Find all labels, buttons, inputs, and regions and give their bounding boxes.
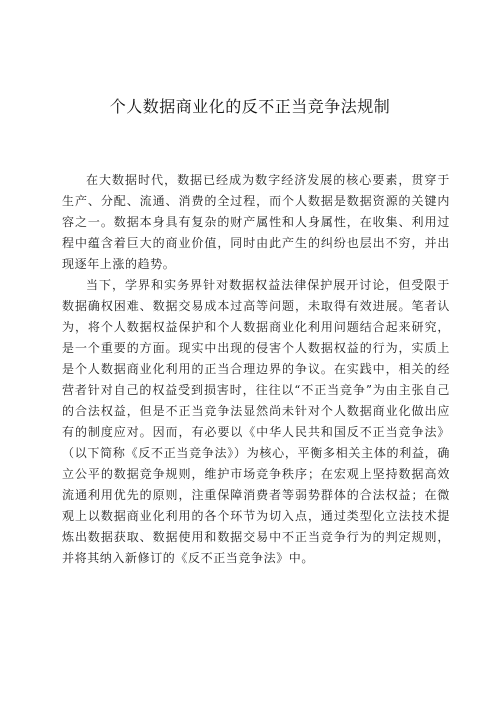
document-body	[62, 170, 450, 569]
paragraph-2: 当下，学界和实务界针对数据权益法律保护展开讨论，但受限于数据确权困难、数据交易成本过高等问题，未取得有效进展。笔者认为，将个人数据权益保护和个人数据商业化利用问题结合起来研究，是一个重要的方面。现实中出现的侵害个人数据权益的行为，实质上是个人数据商业化利用的正当合理边界的争议。在实践中，相关的经营者针对自己的权益受到损害时，往往以“不正当竞争”为由主张自己的合法权益，但是不正当竞争法显然尚未针对个人数据商业化做出应有的制度应对。因而，有必要以《中华人民共和国反不正当竞争法》（以下简称《反不正当竞争法》）为核心，平衡多相关主体的利益，确立公平的数据竞争规则，维护市场竞争秩序；在宏观上坚持数据高效流通利用优先的原则，注重保障消费者等弱势群体的合法权益；在微观上以数据商业化利用的各个环节为切入点，通过类型化立法技术提炼出数据获取、数据使用和数据交易中不正当竞争行为的判定规则，并将其纳入新修订的《反不正当竞争法》中。	[62, 278, 450, 565]
paragraph-1: 在大数据时代，数据已经成为数字经济发展的核心要素，贯穿于生产、分配、流通、消费的全过程，而个人数据是数据资源的关键内容之一。数据本身具有复杂的财产属性和人身属性，在收集、利用过程中蕴含着巨大的商业价值，同时由此产生的纠纷也层出不穷，并出现逐年上涨的趋势。	[62, 173, 450, 271]
document-title: 个人数据商业化的反不正当竞争法规制	[109, 97, 391, 116]
